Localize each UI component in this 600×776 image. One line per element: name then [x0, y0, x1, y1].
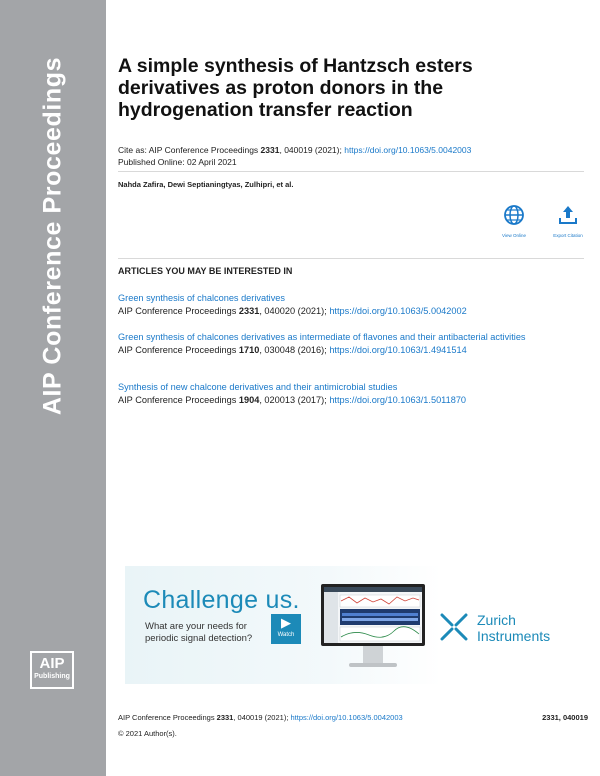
- page-ref: 2331, 040019: [542, 713, 588, 722]
- related-journal: AIP Conference Proceedings: [118, 344, 239, 355]
- ad-subtext-line: periodic signal detection?: [145, 633, 253, 644]
- citation-line: [118, 145, 471, 155]
- cite-prefix: Cite as: AIP Conference Proceedings: [118, 145, 261, 155]
- monitor-screen: [324, 587, 422, 643]
- monitor-stand: [363, 646, 383, 664]
- related-rest: , 020013 (2017);: [259, 394, 330, 405]
- advertisement-banner[interactable]: [125, 566, 577, 684]
- authors[interactable]: Nahda Zafira, Dewi Septianingtyas, Zulhipri, et al.: [118, 180, 294, 189]
- sidebar: [0, 0, 106, 776]
- globe-icon: [503, 213, 525, 230]
- divider: [118, 171, 584, 172]
- related-journal: AIP Conference Proceedings: [118, 305, 239, 316]
- monitor-image: [321, 584, 425, 646]
- ad-subtext: [145, 621, 252, 645]
- aip-publishing-logo[interactable]: [30, 651, 74, 689]
- related-doi-link[interactable]: https://doi.org/10.1063/1.4941514: [329, 344, 467, 355]
- footer-rest: , 040019 (2021);: [233, 713, 291, 722]
- related-rest: , 030048 (2016);: [259, 344, 330, 355]
- related-article-title[interactable]: Synthesis of new chalcone derivatives and their antimicrobial studies: [118, 382, 398, 392]
- watch-button[interactable]: [271, 614, 301, 644]
- related-article-title[interactable]: Green synthesis of chalcones derivatives: [118, 293, 285, 303]
- footer-volume: 2331: [216, 713, 234, 722]
- footer-doi-link[interactable]: https://doi.org/10.1063/5.0042003: [290, 713, 403, 722]
- divider: [118, 258, 584, 259]
- cite-volume: 2331: [260, 145, 280, 155]
- ad-subtext-line: What are your needs for: [145, 621, 247, 632]
- watch-label: Watch: [277, 632, 295, 638]
- related-article: [118, 331, 584, 356]
- export-icon: [557, 213, 579, 230]
- brand-line: Instruments: [477, 628, 551, 644]
- paper-title: A simple synthesis of Hantzsch esters derivatives as proton donors in the hydrogenation transfer reaction: [118, 55, 473, 121]
- related-article: [118, 381, 584, 406]
- footer-journal: AIP Conference Proceedings: [118, 713, 217, 722]
- related-journal: AIP Conference Proceedings: [118, 394, 239, 405]
- related-volume: 1904: [238, 394, 260, 405]
- export-citation-label: Export Citation: [553, 233, 583, 238]
- monitor-base: [349, 663, 397, 667]
- view-online-label: View Online: [502, 233, 526, 238]
- published-date: Published Online: 02 April 2021: [118, 157, 237, 167]
- related-volume: 1710: [238, 344, 260, 355]
- footer-copyright: © 2021 Author(s).: [118, 729, 177, 738]
- cite-rest: , 040019 (2021);: [279, 145, 345, 155]
- zurich-instruments-brand: [477, 612, 550, 644]
- related-article-title[interactable]: Green synthesis of chalcones derivatives as intermediate of flavones and their antibacterial activities: [118, 332, 526, 342]
- ad-headline: Challenge us.: [143, 586, 300, 614]
- logo-subtext: Publishing: [34, 673, 70, 680]
- related-doi-link[interactable]: https://doi.org/10.1063/5.0042002: [329, 305, 467, 316]
- zurich-instruments-logo-icon: [439, 612, 469, 647]
- view-online-button[interactable]: [494, 204, 534, 238]
- related-rest: , 040020 (2021);: [259, 305, 330, 316]
- related-volume: 2331: [238, 305, 260, 316]
- logo-text: AIP: [39, 655, 65, 672]
- related-heading: ARTICLES YOU MAY BE INTERESTED IN: [118, 266, 293, 276]
- related-doi-link[interactable]: https://doi.org/10.1063/1.5011870: [329, 394, 467, 405]
- footer-citation: [118, 713, 403, 722]
- series-title: AIP Conference Proceedings: [38, 56, 67, 416]
- footer-page-ref: [542, 713, 588, 722]
- export-citation-button[interactable]: [548, 204, 588, 238]
- cite-doi-link[interactable]: https://doi.org/10.1063/5.0042003: [344, 145, 472, 155]
- related-article: [118, 292, 584, 317]
- brand-line: Zurich: [477, 612, 516, 628]
- play-icon: ▶: [281, 615, 291, 630]
